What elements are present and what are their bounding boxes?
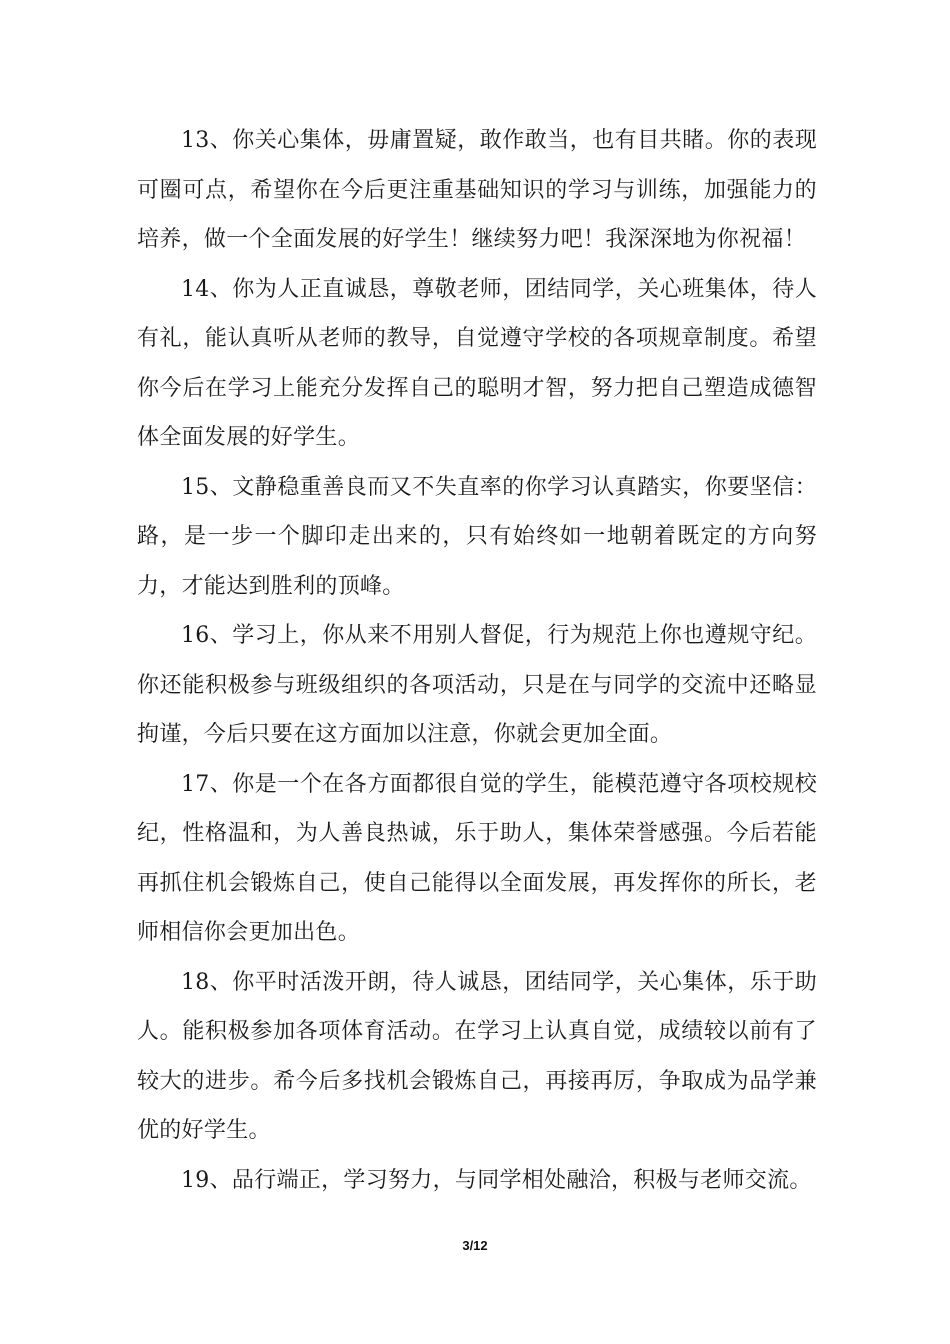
comment-paragraph-13: 13、你关心集体，毋庸置疑，敢作敢当，也有目共睹。你的表现可圈可点，希望你在今后更注重基础知识的学习与训练，加强能力的培养，做一个全面发展的好学生！继续努力吧！我深深地为你祝福！ (137, 128, 817, 252)
comment-paragraph-15: 15、文静稳重善良而又不失直率的你学习认真踏实，你要坚信：路，是一步一个脚印走出来的，只有始终如一地朝着既定的方向努力，才能达到胜利的顶峰。 (137, 474, 817, 599)
comment-paragraph-18: 18、你平时活泼开朗，待人诚恳，团结同学，关心集体，乐于助人。能积极参加各项体育活动。在学习上认真自觉，成绩较以前有了较大的进步。希今后多找机会锻炼自己，再接再厉，争取成为品学兼优的好学生。 (137, 969, 817, 1143)
comments-body (137, 116, 817, 1205)
comment-paragraph-17: 17、你是一个在各方面都很自觉的学生，能模范遵守各项校规校纪，性格温和，为人善良热诚，乐于助人，集体荣誉感强。今后若能再抓住机会锻炼自己，使自己能得以全面发展，再发挥你的所长，老师相信你会更加出色。 (137, 771, 817, 945)
comment-paragraph-16: 16、学习上，你从来不用别人督促，行为规范上你也遵规守纪。你还能积极参与班级组织的各项活动，只是在与同学的交流中还略显拘谨，今后只要在这方面加以注意，你就会更加全面。 (137, 623, 817, 747)
comment-paragraph-14: 14、你为人正直诚恳，尊敬老师，团结同学，关心班集体，待人有礼，能认真听从老师的教导，自觉遵守学校的各项规章制度。希望你今后在学习上能充分发挥自己的聪明才智，努力把自己塑造成德智体全面发展的好学生。 (137, 276, 817, 450)
page-number: 3/12 (462, 1238, 488, 1253)
comment-paragraph-19: 19、品行端正，学习努力，与同学相处融洽，积极与老师交流。 (181, 1167, 812, 1193)
